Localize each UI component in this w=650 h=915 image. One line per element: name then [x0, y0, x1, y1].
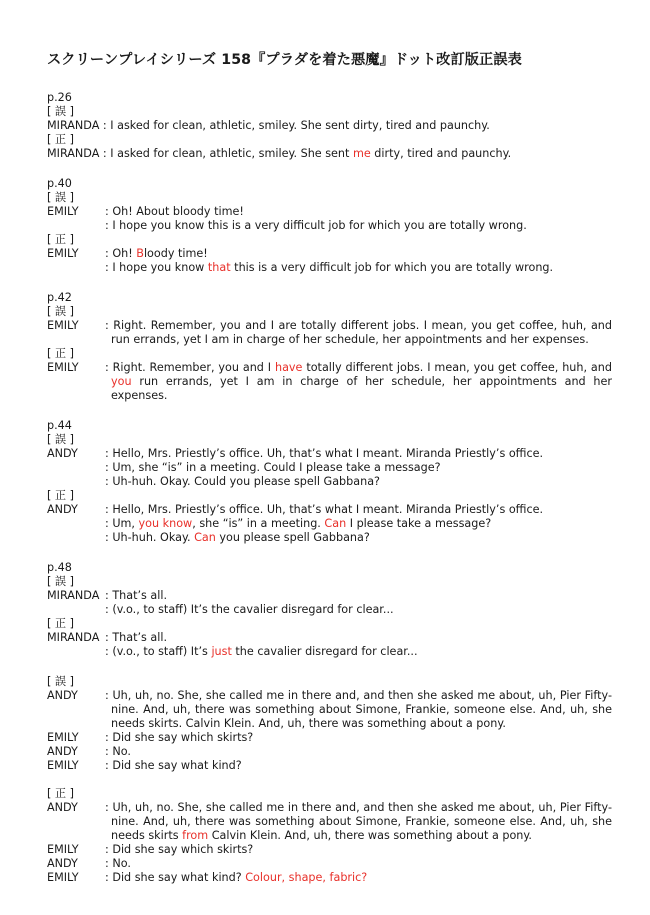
wrong-line — [47, 745, 612, 759]
corrected-text: you know — [138, 517, 193, 530]
section-spacer — [47, 161, 612, 177]
dialogue-text — [47, 517, 612, 531]
speaker-name: MIRANDA — [47, 589, 100, 602]
wrong-label: [ 誤 ] — [47, 675, 75, 688]
errata-section — [47, 675, 612, 885]
dialogue-segment: this is a very difficult job for which you are totally wrong. — [230, 261, 554, 274]
dialogue-segment: : Right. Remember, you and I are totally different jobs. I mean, you get coffee, huh, and run errands, yet I am in charge of her schedule, her appointments and her expenses. — [105, 319, 612, 346]
page-reference: p.26 — [47, 91, 72, 104]
dialogue-segment: : That’s all. — [105, 589, 168, 602]
dialogue-text — [47, 261, 612, 275]
dialogue-text — [47, 589, 612, 603]
section-spacer — [47, 659, 612, 675]
right-label: [ 正 ] — [47, 233, 75, 246]
section-spacer — [47, 275, 612, 291]
dialogue-text — [47, 247, 612, 261]
errata-section — [47, 419, 612, 545]
dialogue-segment: : Right. Remember, you and I — [105, 361, 275, 374]
right-label: [ 正 ] — [47, 787, 75, 800]
dialogue-segment: : Oh! — [105, 247, 137, 260]
wrong-line — [47, 731, 612, 745]
errata-sections — [47, 91, 612, 885]
speaker-name: ANDY — [47, 801, 78, 814]
page-reference: p.48 — [47, 561, 72, 574]
dialogue-segment: : Hello, Mrs. Priestly’s office. Uh, that’s what I meant. Miranda Priestly’s office. — [105, 447, 544, 460]
wrong-line — [47, 219, 612, 233]
right-label: [ 正 ] — [47, 489, 75, 502]
wrong-line — [47, 205, 612, 219]
wrong-line — [47, 603, 612, 617]
corrected-text: have — [274, 361, 303, 374]
dialogue-text — [47, 219, 612, 233]
dialogue-text — [47, 319, 612, 347]
dialogue-segment: : Um, — [105, 517, 139, 530]
dialogue-segment: : Did she say which skirts? — [105, 731, 254, 744]
wrong-label: [ 誤 ] — [47, 191, 75, 204]
errata-section — [47, 177, 612, 275]
dialogue-text — [47, 689, 612, 731]
spacer — [47, 773, 612, 787]
wrong-line — [47, 461, 612, 475]
dialogue-text — [47, 603, 612, 617]
dialogue-segment: : Uh, uh, no. She, she called me in there and, and then she asked me about, uh, Pier Fifty-nine. And, uh, there was something about Simone, Frankie, someone else. And, uh, she needs skirts. Calvin Klein. And, uh, there was something about a pony. — [105, 689, 612, 730]
corrected-text: just — [211, 645, 232, 658]
section-spacer — [47, 545, 612, 561]
right-line — [47, 843, 612, 857]
corrected-text: me — [352, 147, 371, 160]
right-label: [ 正 ] — [47, 133, 75, 146]
dialogue-segment: : (v.o., to staff) It’s — [105, 645, 212, 658]
wrong-label: [ 誤 ] — [47, 105, 75, 118]
right-label: [ 正 ] — [47, 347, 75, 360]
dialogue-segment: : No. — [105, 857, 131, 870]
dialogue-text — [47, 645, 612, 659]
dialogue-text — [47, 475, 612, 489]
dialogue-text — [47, 119, 612, 133]
dialogue-segment: totally different jobs. I mean, you get coffee, huh, and — [302, 361, 612, 374]
dialogue-text — [47, 205, 612, 219]
wrong-label: [ 誤 ] — [47, 575, 75, 588]
wrong-line — [47, 119, 612, 133]
corrected-text: from — [182, 829, 209, 842]
page-reference: p.44 — [47, 419, 72, 432]
dialogue-text — [47, 447, 612, 461]
right-line — [47, 801, 612, 843]
dialogue-segment: : Oh! About bloody time! — [105, 205, 244, 218]
speaker-name: ANDY — [47, 447, 78, 460]
speaker-name: ANDY — [47, 689, 78, 702]
dialogue-segment: : Did she say what kind? — [105, 759, 242, 772]
right-line — [47, 247, 612, 261]
corrected-text: that — [207, 261, 231, 274]
dialogue-text — [47, 531, 612, 545]
speaker-name: EMILY — [47, 731, 79, 744]
page-reference: p.42 — [47, 291, 72, 304]
dialogue-text — [47, 857, 612, 871]
right-line — [47, 361, 612, 403]
dialogue-segment: MIRANDA : I asked for clean, athletic, smiley. She sent — [47, 147, 353, 160]
right-line — [47, 857, 612, 871]
dialogue-text — [47, 745, 612, 759]
corrected-text: Can — [324, 517, 347, 530]
speaker-name: ANDY — [47, 857, 78, 870]
errata-section — [47, 91, 612, 161]
wrong-line — [47, 447, 612, 461]
speaker-name: EMILY — [47, 319, 79, 332]
dialogue-text — [47, 801, 612, 843]
dialogue-text — [47, 147, 612, 161]
dialogue-segment: dirty, tired and paunchy. — [370, 147, 512, 160]
speaker-name: EMILY — [47, 247, 79, 260]
corrected-text: Colour, shape, fabric? — [245, 871, 368, 884]
dialogue-segment: : Uh, uh, no. She, she called me in there and, and then she asked me about, uh, Pier Fifty-nine. And, uh, there was something about Simone, Frankie, someone else. And, uh, she needs skirts — [105, 801, 612, 842]
dialogue-segment: : Hello, Mrs. Priestly’s office. Uh, that’s what I meant. Miranda Priestly’s office. — [105, 503, 544, 516]
wrong-label: [ 誤 ] — [47, 433, 75, 446]
right-line — [47, 261, 612, 275]
right-line — [47, 871, 612, 885]
dialogue-segment: loody time! — [143, 247, 208, 260]
speaker-name: EMILY — [47, 361, 79, 374]
right-line — [47, 645, 612, 659]
dialogue-segment: : Uh-huh. Okay. Could you please spell Gabbana? — [105, 475, 380, 488]
dialogue-segment: run errands, yet I am in charge of her schedule, her appointments and her expenses. — [111, 375, 612, 402]
wrong-line — [47, 319, 612, 347]
dialogue-segment: : (v.o., to staff) It’s the cavalier disregard for clear... — [105, 603, 394, 616]
dialogue-text — [47, 631, 612, 645]
page-title: スクリーンプレイシリーズ 158『プラダを着た悪魔』ドット改訂版正誤表 — [47, 52, 522, 68]
dialogue-segment: : That’s all. — [105, 631, 168, 644]
corrected-text: B — [136, 247, 144, 260]
right-line — [47, 517, 612, 531]
wrong-line — [47, 689, 612, 731]
dialogue-text — [47, 759, 612, 773]
wrong-line — [47, 475, 612, 489]
corrected-text: you — [111, 375, 132, 388]
dialogue-text — [47, 503, 612, 517]
dialogue-segment: the cavalier disregard for clear... — [231, 645, 418, 658]
dialogue-segment: : Did she say what kind? — [105, 871, 246, 884]
dialogue-segment: : I hope you know this is a very difficult job for which you are totally wrong. — [105, 219, 527, 232]
speaker-name: EMILY — [47, 205, 79, 218]
speaker-name: EMILY — [47, 759, 79, 772]
dialogue-segment: Calvin Klein. And, uh, there was something about a pony. — [208, 829, 532, 842]
dialogue-text — [47, 871, 612, 885]
errata-section — [47, 291, 612, 403]
right-label: [ 正 ] — [47, 617, 75, 630]
dialogue-segment: : I hope you know — [105, 261, 208, 274]
dialogue-segment: : Uh-huh. Okay. — [105, 531, 195, 544]
dialogue-segment: MIRANDA : I asked for clean, athletic, smiley. She sent dirty, tired and paunchy. — [47, 119, 490, 132]
right-line — [47, 147, 612, 161]
speaker-name: MIRANDA — [47, 631, 100, 644]
dialogue-text — [47, 843, 612, 857]
wrong-label: [ 誤 ] — [47, 305, 75, 318]
speaker-name: ANDY — [47, 503, 78, 516]
right-line — [47, 631, 612, 645]
speaker-name: EMILY — [47, 843, 79, 856]
dialogue-segment: : Um, she “is” in a meeting. Could I please take a message? — [105, 461, 441, 474]
dialogue-segment: : Did she say which skirts? — [105, 843, 254, 856]
dialogue-text — [47, 461, 612, 475]
speaker-name: ANDY — [47, 745, 78, 758]
right-line — [47, 503, 612, 517]
errata-document — [47, 49, 612, 885]
right-line — [47, 531, 612, 545]
wrong-line — [47, 759, 612, 773]
section-spacer — [47, 403, 612, 419]
corrected-text: Can — [194, 531, 216, 544]
dialogue-segment: : No. — [105, 745, 131, 758]
dialogue-text — [47, 731, 612, 745]
dialogue-segment: you please spell Gabbana? — [215, 531, 370, 544]
page-reference: p.40 — [47, 177, 72, 190]
wrong-line — [47, 589, 612, 603]
errata-section — [47, 561, 612, 659]
dialogue-segment: I please take a message? — [346, 517, 492, 530]
speaker-name: EMILY — [47, 871, 79, 884]
dialogue-text — [47, 361, 612, 403]
dialogue-segment: , she “is” in a meeting. — [192, 517, 325, 530]
